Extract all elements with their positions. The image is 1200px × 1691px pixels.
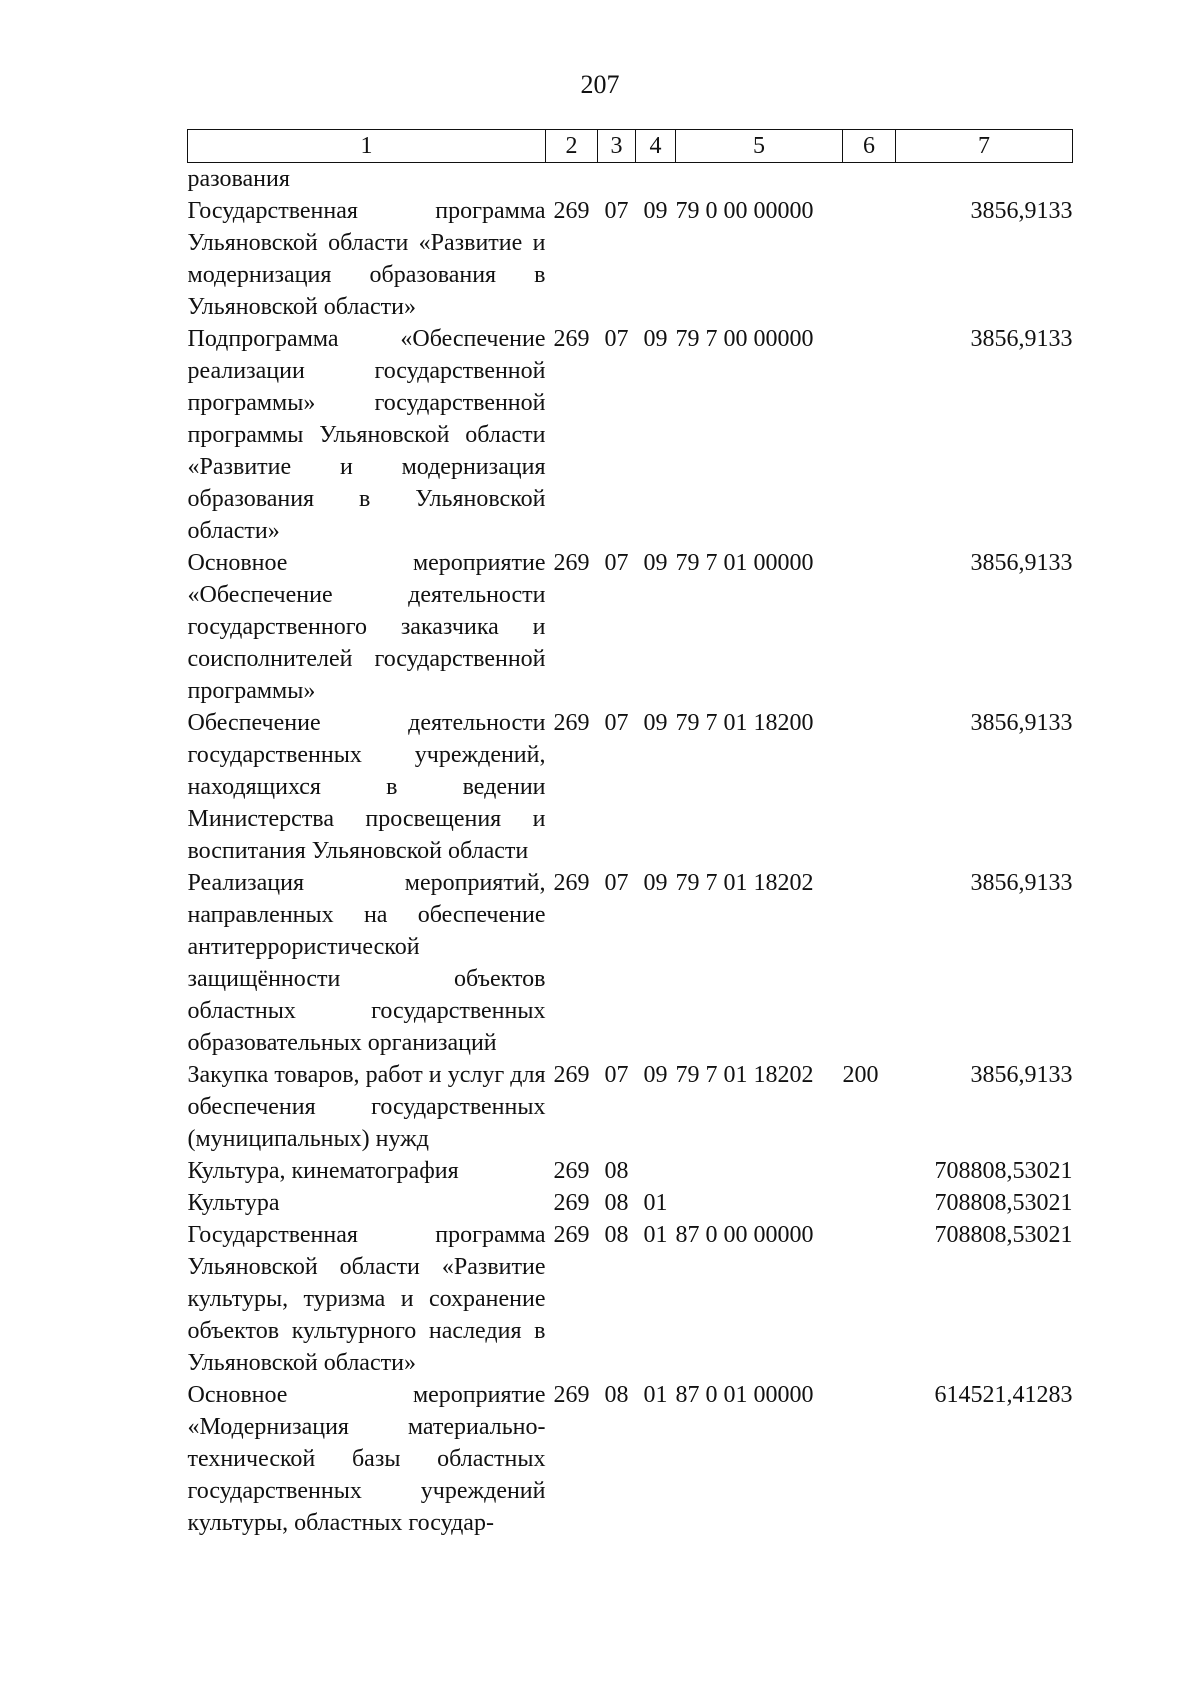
table-row — [188, 707, 1073, 867]
row-col-2: 269 — [553, 198, 590, 224]
row-description: Государственная программа Ульяновской области «Развитие и модернизация образования в Ульяновской области» — [187, 198, 546, 320]
row-col-4: 09 — [643, 550, 668, 576]
row-col-7: 708808,53021 — [934, 1158, 1073, 1184]
row-description: Культура, кинематография — [187, 1158, 459, 1184]
row-col-5: 87 0 00 00000 — [675, 1222, 814, 1248]
row-description: Закупка товаров, работ и услуг для обеспечения государственных (муниципальных) нужд — [187, 1062, 546, 1152]
row-col-2: 269 — [553, 326, 590, 352]
header-col-4: 4 — [636, 130, 676, 163]
row-col-3: 07 — [604, 1062, 629, 1088]
table-row — [188, 867, 1073, 1059]
table-row — [188, 1059, 1073, 1155]
table-row — [188, 1379, 1073, 1539]
row-col-4: 09 — [643, 198, 668, 224]
row-col-3: 08 — [604, 1158, 629, 1184]
header-col-1: 1 — [188, 130, 546, 163]
row-col-3: 07 — [604, 326, 629, 352]
row-col-4: 09 — [643, 870, 668, 896]
header-col-3: 3 — [598, 130, 636, 163]
row-col-7: 3856,9133 — [970, 710, 1073, 736]
row-col-6 — [843, 547, 896, 707]
row-description: Государственная программа Ульяновской области «Развитие культуры, туризма и сохранение объектов культурного наследия в Ульяновской области» — [187, 1222, 546, 1376]
header-col-2: 2 — [546, 130, 598, 163]
row-col-4 — [636, 163, 676, 196]
row-col-3: 07 — [604, 870, 629, 896]
row-col-6 — [843, 1187, 896, 1219]
row-col-6 — [843, 867, 896, 1059]
row-col-3 — [598, 163, 636, 196]
row-col-2: 269 — [553, 710, 590, 736]
budget-table — [187, 129, 1073, 1539]
table-row — [188, 163, 1073, 196]
table-row — [188, 1155, 1073, 1187]
header-col-6: 6 — [843, 130, 896, 163]
row-col-5: 87 0 01 00000 — [675, 1382, 814, 1408]
row-description: Подпрограмма «Обеспечение реализации государственной программы» государственной программы Ульяновской области «Развитие и модернизация образования в Ульяновской области» — [187, 326, 546, 544]
row-col-3: 07 — [604, 550, 629, 576]
row-col-7: 708808,53021 — [934, 1190, 1073, 1216]
row-description: Обеспечение деятельности государственных учреждений, находящихся в ведении Министерства просвещения и воспитания Ульяновской области — [187, 710, 546, 864]
row-col-2: 269 — [553, 550, 590, 576]
table-row — [188, 1219, 1073, 1379]
row-col-5: 79 7 01 18202 — [675, 870, 814, 896]
row-description: Реализация мероприятий, направленных на обеспечение антитеррористической защищённости объектов областных государственных образовательных организаций — [187, 870, 546, 1056]
row-col-2: 269 — [553, 1062, 590, 1088]
row-col-6: 200 — [842, 1062, 879, 1088]
row-col-3: 07 — [604, 198, 629, 224]
row-col-3: 08 — [604, 1382, 629, 1408]
row-col-4: 01 — [643, 1382, 668, 1408]
row-col-6 — [843, 1379, 896, 1539]
row-col-6 — [843, 195, 896, 323]
row-col-6 — [843, 323, 896, 547]
row-description: Основное мероприятие «Обеспечение деятельности государственного заказчика и соисполнителей государственной программы» — [187, 550, 546, 704]
table-row — [188, 547, 1073, 707]
table-row — [188, 1187, 1073, 1219]
table-row — [188, 323, 1073, 547]
row-col-4: 09 — [643, 326, 668, 352]
header-col-7: 7 — [896, 130, 1073, 163]
row-col-4: 01 — [643, 1222, 668, 1248]
row-col-7: 3856,9133 — [970, 1062, 1073, 1088]
row-col-6 — [843, 707, 896, 867]
row-col-7 — [896, 163, 1073, 196]
row-col-4: 01 — [643, 1190, 668, 1216]
row-col-5: 79 7 01 00000 — [675, 550, 814, 576]
row-col-5: 79 7 00 00000 — [675, 326, 814, 352]
row-col-6 — [843, 163, 896, 196]
row-col-4: 09 — [643, 1062, 668, 1088]
row-col-3: 07 — [604, 710, 629, 736]
row-description: разования — [187, 166, 290, 192]
row-col-7: 614521,41283 — [934, 1382, 1073, 1408]
row-description: Основное мероприятие «Модернизация материально-технической базы областных государственных учреждений культуры, областных государ- — [187, 1382, 546, 1536]
row-col-2: 269 — [553, 1222, 590, 1248]
row-description: Культура — [187, 1190, 280, 1216]
row-col-3: 08 — [604, 1222, 629, 1248]
row-col-4: 09 — [643, 710, 668, 736]
row-col-7: 708808,53021 — [934, 1222, 1073, 1248]
row-col-7: 3856,9133 — [970, 870, 1073, 896]
page-number: 207 — [580, 70, 620, 99]
row-col-5: 79 7 01 18202 — [675, 1062, 814, 1088]
table-header — [188, 130, 1073, 163]
row-col-2: 269 — [553, 1158, 590, 1184]
row-col-5: 79 0 00 00000 — [675, 198, 814, 224]
row-col-6 — [843, 1155, 896, 1187]
row-col-6 — [843, 1219, 896, 1379]
row-col-2 — [546, 163, 598, 196]
row-col-5 — [676, 1155, 843, 1187]
row-col-5: 79 7 01 18200 — [675, 710, 814, 736]
row-col-7: 3856,9133 — [970, 550, 1073, 576]
row-col-5 — [676, 163, 843, 196]
row-col-7: 3856,9133 — [970, 326, 1073, 352]
row-col-2: 269 — [553, 1382, 590, 1408]
row-col-3: 08 — [604, 1190, 629, 1216]
row-col-2: 269 — [553, 1190, 590, 1216]
row-col-4 — [636, 1155, 676, 1187]
table-row — [188, 195, 1073, 323]
row-col-7: 3856,9133 — [970, 198, 1073, 224]
row-col-5 — [676, 1187, 843, 1219]
row-col-2: 269 — [553, 870, 590, 896]
header-col-5: 5 — [676, 130, 843, 163]
